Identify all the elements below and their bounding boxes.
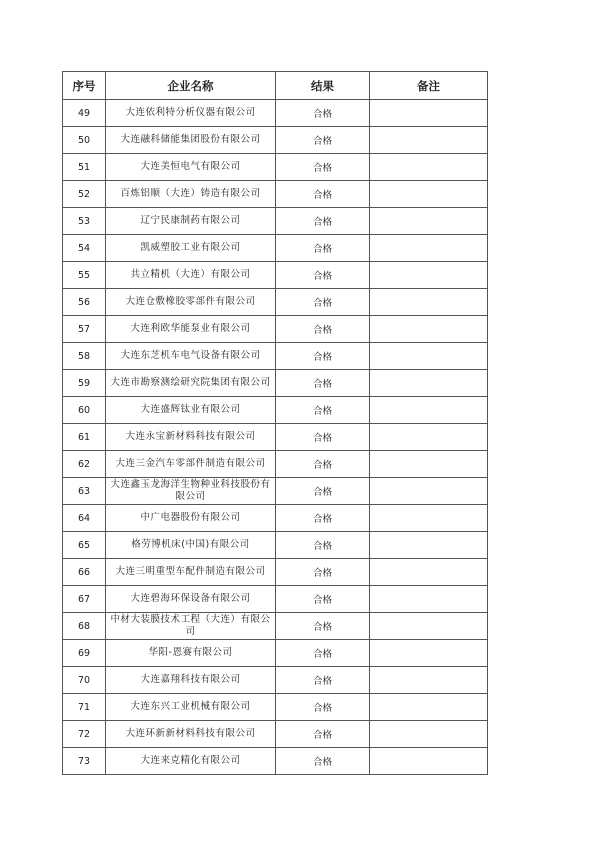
remarks-cell bbox=[370, 721, 488, 748]
serial-number-cell: 55 bbox=[63, 262, 106, 289]
remarks-cell bbox=[370, 613, 488, 640]
result-cell: 合格 bbox=[276, 397, 370, 424]
remarks-cell bbox=[370, 316, 488, 343]
serial-number-cell: 50 bbox=[63, 127, 106, 154]
serial-number-cell: 59 bbox=[63, 370, 106, 397]
serial-number-cell: 58 bbox=[63, 343, 106, 370]
company-name-cell: 大连鑫玉龙海洋生物种业科技股份有限公司 bbox=[106, 478, 276, 505]
table-body bbox=[63, 100, 488, 775]
result-cell: 合格 bbox=[276, 505, 370, 532]
serial-number-cell: 52 bbox=[63, 181, 106, 208]
company-name-cell: 大连美恒电气有限公司 bbox=[106, 154, 276, 181]
serial-number-cell: 49 bbox=[63, 100, 106, 127]
serial-number-cell: 72 bbox=[63, 721, 106, 748]
header-remarks: 备注 bbox=[370, 72, 488, 100]
table-row bbox=[63, 397, 488, 424]
result-cell: 合格 bbox=[276, 316, 370, 343]
result-cell: 合格 bbox=[276, 127, 370, 154]
company-name-cell: 中材大装膜技术工程（大连）有限公司 bbox=[106, 613, 276, 640]
header-company-name: 企业名称 bbox=[106, 72, 276, 100]
remarks-cell bbox=[370, 154, 488, 181]
remarks-cell bbox=[370, 397, 488, 424]
table-row bbox=[63, 208, 488, 235]
table-row bbox=[63, 370, 488, 397]
remarks-cell bbox=[370, 181, 488, 208]
result-cell: 合格 bbox=[276, 748, 370, 775]
remarks-cell bbox=[370, 100, 488, 127]
serial-number-cell: 53 bbox=[63, 208, 106, 235]
company-name-cell: 共立精机（大连）有限公司 bbox=[106, 262, 276, 289]
company-name-cell: 大连市勘察测绘研究院集团有限公司 bbox=[106, 370, 276, 397]
serial-number-cell: 60 bbox=[63, 397, 106, 424]
table-row bbox=[63, 721, 488, 748]
result-cell: 合格 bbox=[276, 235, 370, 262]
company-name-cell: 大连盛辉钛业有限公司 bbox=[106, 397, 276, 424]
company-name-cell: 大连依利特分析仪器有限公司 bbox=[106, 100, 276, 127]
serial-number-cell: 57 bbox=[63, 316, 106, 343]
serial-number-cell: 67 bbox=[63, 586, 106, 613]
remarks-cell bbox=[370, 451, 488, 478]
table-row bbox=[63, 478, 488, 505]
table-row bbox=[63, 127, 488, 154]
remarks-cell bbox=[370, 748, 488, 775]
header-serial-number: 序号 bbox=[63, 72, 106, 100]
serial-number-cell: 64 bbox=[63, 505, 106, 532]
table-row bbox=[63, 586, 488, 613]
company-name-cell: 凯威塑胶工业有限公司 bbox=[106, 235, 276, 262]
company-name-cell: 百炼铝顺（大连）铸造有限公司 bbox=[106, 181, 276, 208]
table-row bbox=[63, 613, 488, 640]
table-row bbox=[63, 748, 488, 775]
company-name-cell: 华阳-恩赛有限公司 bbox=[106, 640, 276, 667]
company-name-cell: 大连碧海环保设备有限公司 bbox=[106, 586, 276, 613]
result-cell: 合格 bbox=[276, 667, 370, 694]
remarks-cell bbox=[370, 586, 488, 613]
remarks-cell bbox=[370, 208, 488, 235]
company-name-cell: 大连三金汽车零部件制造有限公司 bbox=[106, 451, 276, 478]
table-row bbox=[63, 235, 488, 262]
header-row bbox=[63, 72, 488, 100]
table-row bbox=[63, 451, 488, 478]
table-row bbox=[63, 532, 488, 559]
table-row bbox=[63, 343, 488, 370]
serial-number-cell: 63 bbox=[63, 478, 106, 505]
result-cell: 合格 bbox=[276, 532, 370, 559]
company-name-cell: 大连融科储能集团股份有限公司 bbox=[106, 127, 276, 154]
result-cell: 合格 bbox=[276, 181, 370, 208]
results-table bbox=[62, 71, 488, 775]
result-cell: 合格 bbox=[276, 370, 370, 397]
serial-number-cell: 62 bbox=[63, 451, 106, 478]
remarks-cell bbox=[370, 694, 488, 721]
table-row bbox=[63, 181, 488, 208]
company-name-cell: 大连利欧华能泵业有限公司 bbox=[106, 316, 276, 343]
result-cell: 合格 bbox=[276, 613, 370, 640]
header-result: 结果 bbox=[276, 72, 370, 100]
serial-number-cell: 51 bbox=[63, 154, 106, 181]
serial-number-cell: 71 bbox=[63, 694, 106, 721]
table-row bbox=[63, 559, 488, 586]
company-name-cell: 格劳博机床(中国)有限公司 bbox=[106, 532, 276, 559]
serial-number-cell: 56 bbox=[63, 289, 106, 316]
remarks-cell bbox=[370, 262, 488, 289]
remarks-cell bbox=[370, 640, 488, 667]
company-name-cell: 大连嘉翔科技有限公司 bbox=[106, 667, 276, 694]
result-cell: 合格 bbox=[276, 208, 370, 235]
company-name-cell: 大连仓敷橡胶零部件有限公司 bbox=[106, 289, 276, 316]
remarks-cell bbox=[370, 424, 488, 451]
serial-number-cell: 61 bbox=[63, 424, 106, 451]
remarks-cell bbox=[370, 127, 488, 154]
remarks-cell bbox=[370, 478, 488, 505]
result-cell: 合格 bbox=[276, 424, 370, 451]
table-row bbox=[63, 262, 488, 289]
serial-number-cell: 69 bbox=[63, 640, 106, 667]
serial-number-cell: 68 bbox=[63, 613, 106, 640]
result-cell: 合格 bbox=[276, 343, 370, 370]
result-cell: 合格 bbox=[276, 559, 370, 586]
table-row bbox=[63, 100, 488, 127]
result-cell: 合格 bbox=[276, 640, 370, 667]
company-name-cell: 大连三明重型车配件制造有限公司 bbox=[106, 559, 276, 586]
company-name-cell: 大连来克精化有限公司 bbox=[106, 748, 276, 775]
remarks-cell bbox=[370, 667, 488, 694]
company-name-cell: 大连东兴工业机械有限公司 bbox=[106, 694, 276, 721]
remarks-cell bbox=[370, 235, 488, 262]
serial-number-cell: 66 bbox=[63, 559, 106, 586]
serial-number-cell: 70 bbox=[63, 667, 106, 694]
result-cell: 合格 bbox=[276, 478, 370, 505]
result-cell: 合格 bbox=[276, 154, 370, 181]
result-cell: 合格 bbox=[276, 289, 370, 316]
company-name-cell: 辽宁民康制药有限公司 bbox=[106, 208, 276, 235]
remarks-cell bbox=[370, 532, 488, 559]
remarks-cell bbox=[370, 289, 488, 316]
result-cell: 合格 bbox=[276, 100, 370, 127]
serial-number-cell: 73 bbox=[63, 748, 106, 775]
serial-number-cell: 54 bbox=[63, 235, 106, 262]
company-name-cell: 大连永宝新材料科技有限公司 bbox=[106, 424, 276, 451]
company-name-cell: 大连东芝机车电气设备有限公司 bbox=[106, 343, 276, 370]
company-name-cell: 中广电器股份有限公司 bbox=[106, 505, 276, 532]
table-row bbox=[63, 424, 488, 451]
result-cell: 合格 bbox=[276, 262, 370, 289]
company-name-cell: 大连环新新材料科技有限公司 bbox=[106, 721, 276, 748]
table-row bbox=[63, 667, 488, 694]
result-cell: 合格 bbox=[276, 694, 370, 721]
table-row bbox=[63, 640, 488, 667]
table-row bbox=[63, 316, 488, 343]
table-row bbox=[63, 289, 488, 316]
remarks-cell bbox=[370, 505, 488, 532]
remarks-cell bbox=[370, 559, 488, 586]
remarks-cell bbox=[370, 370, 488, 397]
table-row bbox=[63, 694, 488, 721]
remarks-cell bbox=[370, 343, 488, 370]
serial-number-cell: 65 bbox=[63, 532, 106, 559]
result-cell: 合格 bbox=[276, 586, 370, 613]
result-cell: 合格 bbox=[276, 721, 370, 748]
table-row bbox=[63, 154, 488, 181]
table-row bbox=[63, 505, 488, 532]
result-cell: 合格 bbox=[276, 451, 370, 478]
